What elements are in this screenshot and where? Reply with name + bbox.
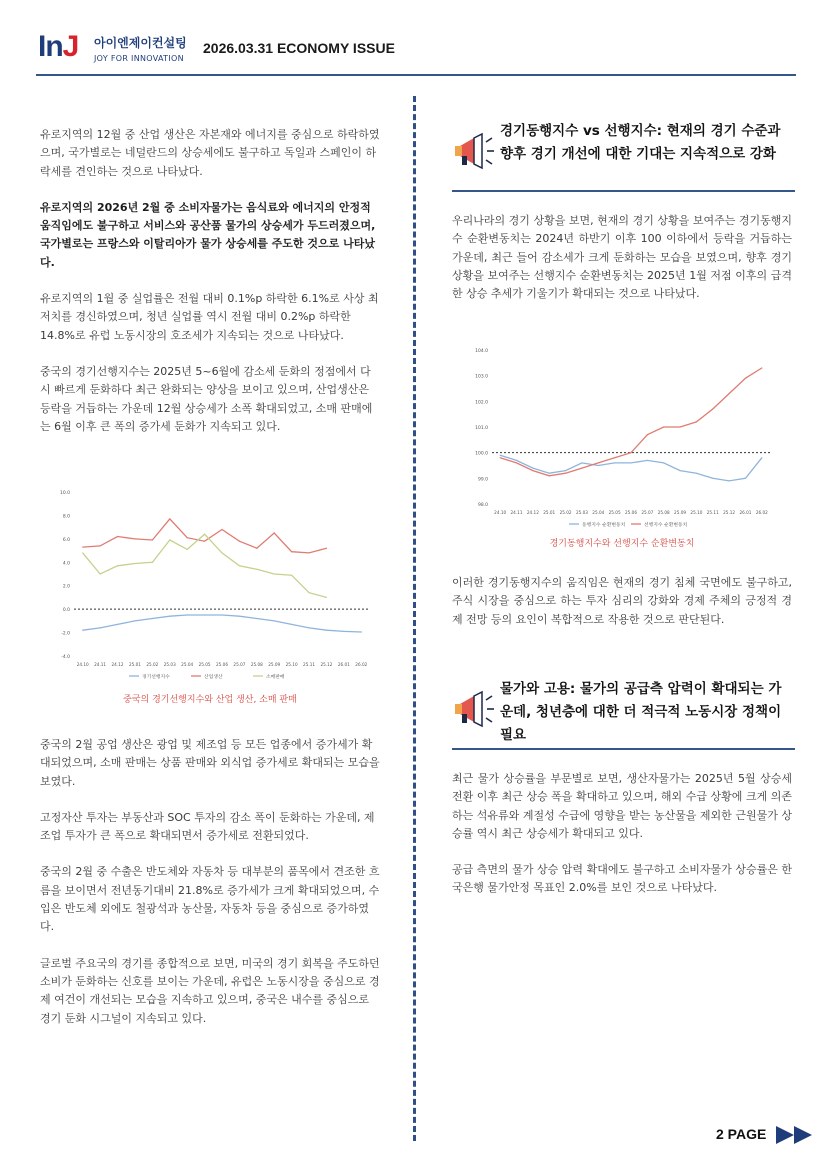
x-tick-label: 25.07: [641, 510, 654, 515]
paragraph-cpi-target: 공급 측면의 물가 상승 압력 확대에도 불구하고 소비자물가 상승률은 한국은행 물가안정 목표인 2.0%를 보인 것으로 나타났다.: [452, 863, 792, 895]
data-point: [630, 452, 631, 453]
data-point: [100, 573, 101, 574]
y-tick-label: 2.0: [62, 584, 70, 590]
x-tick-label: 25.05: [198, 662, 211, 667]
data-point: [134, 620, 135, 621]
data-point: [134, 538, 135, 539]
data-point: [500, 457, 501, 458]
data-point: [729, 393, 730, 394]
data-point: [581, 467, 582, 468]
data-point: [187, 614, 188, 615]
paragraph-china-leading-index: 중국의 경기선행지수는 2025년 5~6월에 감소세 둔화의 정점에서 다시 빠르게 둔화하다 최근 완화되는 양상을 보이고 있으며, 산업생산은 등락을 거듭하는 가운데 12월 상승세가 소폭 확대되었고, 소매 판매에는 6월 이후 큰 폭의 증가세 둔화가 지속되고 있다.: [40, 364, 373, 433]
data-point: [117, 565, 118, 566]
data-point: [663, 426, 664, 427]
x-tick-label: 26.01: [739, 510, 752, 515]
header-rule: [36, 74, 796, 76]
x-tick-label: 25.09: [268, 662, 281, 667]
data-point: [326, 548, 327, 549]
x-tick-label: 25.11: [706, 510, 719, 515]
y-tick-label: 8.0: [62, 514, 70, 520]
data-point: [679, 470, 680, 471]
x-tick-label: 25.03: [163, 662, 176, 667]
paragraph-korea-coincident: 우리나라의 경기 상황을 보면, 현재의 경기 상황을 보여주는 경기동행지수 순환변동치는 2024년 하반기 이후 100 이하에서 등락을 거듭하는 가운데, 최근 들어 감소세가 크게 둔화하는 모습을 보였으며, 향후 경기 상황을 보여주는 선행지수 순환변동치는 2025년 1월 저점 이후의 급격한 상승 추세가 기울기가 확대되는 것으로 나타났다.: [452, 214, 792, 301]
data-point: [598, 462, 599, 463]
data-point: [291, 624, 292, 625]
section-rule-2: [452, 748, 795, 750]
section-rule-1: [452, 190, 795, 192]
data-point: [274, 532, 275, 533]
page-header: [38, 28, 798, 78]
y-tick-label: 100.0: [475, 451, 488, 457]
data-point: [614, 462, 615, 463]
data-point: [117, 624, 118, 625]
legend-label: 동행지수 순환변동치: [582, 523, 626, 528]
data-point: [630, 462, 631, 463]
data-point: [256, 569, 257, 570]
series-line-1: [83, 615, 362, 632]
data-point: [152, 618, 153, 619]
y-tick-label: 4.0: [62, 561, 70, 567]
data-point: [343, 631, 344, 632]
legend-label: 산업생산: [204, 675, 223, 680]
x-tick-label: 25.11: [303, 662, 316, 667]
paragraph-china-exports: 중국의 2월 중 수출은 반도체와 자동차 등 대부분의 품목에서 견조한 흐름을 보이면서 전년동기대비 21.8%로 증가세가 크게 확대되었으며, 수입은 반도체 외에도 철광석과 농산물, 자동차 등을 중심으로 증가하였다.: [40, 865, 380, 934]
data-point: [712, 478, 713, 479]
page-number: 2 PAGE: [716, 1126, 767, 1142]
x-tick-label: 26.02: [355, 662, 368, 667]
data-point: [326, 630, 327, 631]
data-point: [82, 546, 83, 547]
x-tick-label: 25.05: [608, 510, 621, 515]
right-column-section2: [452, 770, 792, 898]
legend-label: 선행지수 순환변동치: [644, 523, 688, 528]
data-point: [565, 470, 566, 471]
data-point: [712, 408, 713, 409]
data-point: [221, 529, 222, 530]
section-title-2: 물가와 고용: 물가의 공급측 압력이 확대되는 가운데, 청년층에 대한 더 적극적 노동시장 정책이 필요: [500, 681, 782, 743]
y-tick-label: 6.0: [62, 537, 70, 543]
x-tick-label: 25.04: [592, 510, 605, 515]
left-column-lower: [40, 736, 380, 1028]
y-tick-label: 10.0: [59, 491, 70, 496]
data-point: [100, 627, 101, 628]
megaphone-icon: [452, 132, 496, 172]
data-point: [134, 563, 135, 564]
data-point: [696, 473, 697, 474]
data-point: [256, 618, 257, 619]
data-point: [308, 552, 309, 553]
data-point: [239, 616, 240, 617]
x-tick-label: 24.10: [76, 662, 89, 667]
data-point: [549, 475, 550, 476]
korea-cycle-chart: [452, 340, 792, 555]
data-point: [729, 480, 730, 481]
paragraph-coincident-interpretation: 이러한 경기동행지수의 움직임은 현재의 경기 침체 국면에도 불구하고, 주식 시장을 중심으로 하는 투자 심리의 강화와 경제 주체의 긍정적 경제 전망 등의 요인이 복합적으로 작용한 것으로 판단된다.: [452, 576, 792, 626]
korea-cycle-svg: [452, 340, 792, 530]
data-point: [169, 539, 170, 540]
x-tick-label: 25.08: [250, 662, 263, 667]
paragraph-euro-unemployment: 유로지역의 1월 중 실업률은 전월 대비 0.1%p 하락한 6.1%로 사상 최저치를 경신하였으며, 청년 실업률 역시 전월 대비 0.2%p 하락한 14.8%로 유럽 노동시장의 호조세가 지속되는 것으로 나타났다.: [40, 292, 379, 342]
right-column-section1-end: [452, 574, 792, 629]
x-tick-label: 24.10: [494, 510, 507, 515]
data-point: [532, 467, 533, 468]
data-point: [169, 518, 170, 519]
data-point: [82, 552, 83, 553]
y-tick-label: 101.0: [475, 426, 488, 431]
data-point: [291, 575, 292, 576]
y-tick-label: -4.0: [61, 655, 70, 660]
x-tick-label: 25.09: [674, 510, 687, 515]
legend-label: 경기선행지수: [142, 675, 170, 680]
y-tick-label: 103.0: [475, 374, 488, 380]
data-point: [221, 614, 222, 615]
data-point: [647, 434, 648, 435]
x-tick-label: 24.12: [526, 510, 539, 515]
paragraph-china-feb-industry: 중국의 2월 공업 생산은 광업 및 제조업 등 모든 업종에서 증가세가 확대되었으며, 소매 판매는 상품 판매와 외식업 증가세로 확대되는 모습을 보였다.: [40, 738, 380, 788]
x-tick-label: 24.11: [94, 662, 107, 667]
series-line-1: [500, 455, 762, 481]
data-point: [82, 630, 83, 631]
chart-caption-china: 중국의 경기선행지수와 산업 생산, 소매 판매: [123, 695, 297, 705]
china-indicators-svg: [40, 478, 380, 688]
data-point: [204, 541, 205, 542]
data-point: [100, 545, 101, 546]
data-point: [187, 537, 188, 538]
x-tick-label: 25.04: [181, 662, 194, 667]
series-line-2: [500, 368, 762, 476]
data-point: [745, 478, 746, 479]
data-point: [565, 473, 566, 474]
x-tick-label: 25.07: [233, 662, 246, 667]
data-point: [274, 620, 275, 621]
data-point: [187, 549, 188, 550]
x-tick-label: 25.01: [128, 662, 141, 667]
data-point: [761, 457, 762, 458]
china-indicators-chart: [40, 478, 380, 718]
data-point: [239, 541, 240, 542]
paragraph-euro-cpi: 유로지역의 2026년 2월 중 소비자물가는 음식료와 에너지의 안정적 움직임에도 불구하고 서비스와 공산품 물가의 상승세가 두드러졌으며, 국가별로는 프랑스와 이탈리아가 물가 상승세를 주도한 것으로 나타났다.: [40, 200, 376, 269]
y-tick-label: 102.0: [475, 400, 488, 406]
x-tick-label: 25.02: [146, 662, 159, 667]
data-point: [221, 552, 222, 553]
x-tick-label: 25.08: [657, 510, 670, 515]
data-point: [647, 460, 648, 461]
data-point: [581, 462, 582, 463]
data-point: [239, 565, 240, 566]
data-point: [549, 473, 550, 474]
y-tick-label: 99.0: [477, 477, 488, 483]
paragraph-global-summary: 글로벌 주요국의 경기를 종합적으로 보면, 미국의 경기 회복을 주도하던 소비가 둔화하는 신호를 보이는 가운데, 유럽은 노동시장을 중심으로 경제 여건이 개선되는 모습을 지속하고 있으며, 중국은 내수를 중심으로 경기 둔화 시그널이 지속되고 있다.: [40, 956, 380, 1025]
section-title-1: 경기동행지수 vs 선행지수: 현재의 경기 수준과 향후 경기 개선에 대한 기대는 지속적으로 강화: [500, 123, 781, 162]
x-tick-label: 26.02: [755, 510, 768, 515]
data-point: [679, 426, 680, 427]
data-point: [308, 592, 309, 593]
paragraph-fixed-investment: 고정자산 투자는 부동산과 SOC 투자의 감소 폭이 둔화하는 가운데, 제조업 투자가 큰 폭으로 확대되면서 증가세로 전환되었다.: [40, 810, 375, 843]
data-point: [152, 562, 153, 563]
data-point: [204, 614, 205, 615]
x-tick-label: 26.01: [337, 662, 350, 667]
data-point: [169, 616, 170, 617]
data-point: [745, 378, 746, 379]
data-point: [117, 536, 118, 537]
data-point: [532, 470, 533, 471]
y-tick-label: 98.0: [477, 503, 488, 508]
x-tick-label: 24.11: [510, 510, 523, 515]
data-point: [291, 551, 292, 552]
x-tick-label: 25.12: [723, 510, 736, 515]
issue-title: 2026.03.31 ECONOMY ISSUE: [203, 40, 395, 56]
data-point: [361, 631, 362, 632]
y-tick-label: -2.0: [61, 631, 70, 637]
data-point: [614, 457, 615, 458]
y-tick-label: 0.0: [62, 608, 70, 614]
data-point: [663, 462, 664, 463]
x-tick-label: 24.12: [111, 662, 124, 667]
data-point: [256, 548, 257, 549]
data-point: [516, 462, 517, 463]
left-column: [40, 126, 380, 436]
y-tick-label: 104.0: [475, 349, 488, 354]
data-point: [308, 627, 309, 628]
series-line-3: [83, 534, 327, 597]
x-tick-label: 25.12: [320, 662, 333, 667]
data-point: [326, 597, 327, 598]
x-tick-label: 25.06: [216, 662, 228, 667]
chart-caption-korea: 경기동행지수와 선행지수 순환변동치: [549, 539, 695, 549]
megaphone-icon: [452, 690, 496, 730]
x-tick-label: 25.03: [575, 510, 588, 515]
section-heading-coincident-leading: [452, 120, 795, 192]
section-heading-prices-employment: [452, 678, 795, 750]
series-line-2: [83, 519, 327, 553]
logo-korean-text: 아이엔제이컨설팅: [94, 36, 187, 50]
legend-label: 소매판매: [266, 675, 285, 680]
data-point: [516, 460, 517, 461]
logo-tagline: JOY FOR INNOVATION: [94, 54, 184, 63]
x-tick-label: 25.01: [543, 510, 556, 515]
next-arrows-icon: [776, 1124, 816, 1146]
column-divider: [413, 96, 416, 1141]
paragraph-price-breakdown: 최근 물가 상승률을 부문별로 보면, 생산자물가는 2025년 5월 상승세 전환 이후 최근 상승 폭을 확대하고 있으며, 해외 수급 상황에 크게 의존하는 석유류와 계절성 수급에 영향을 받는 농산물을 제외한 근원물가 상승률 역시 최근 상승세가 확대되고 있다.: [452, 772, 792, 840]
company-logo: [38, 32, 198, 72]
data-point: [274, 573, 275, 574]
x-tick-label: 25.02: [559, 510, 572, 515]
right-column-section1: [452, 212, 792, 303]
data-point: [500, 455, 501, 456]
data-point: [204, 534, 205, 535]
x-tick-label: 25.10: [690, 510, 703, 515]
paragraph-euro-industry: 유로지역의 12월 중 산업 생산은 자본재와 에너지를 중심으로 하락하였으며, 국가별로는 네덜란드의 상승세에도 불구하고 독일과 스페인이 하락세를 견인하는 것으로 나타났다.: [40, 128, 380, 178]
data-point: [152, 539, 153, 540]
x-tick-label: 25.10: [285, 662, 298, 667]
data-point: [761, 367, 762, 368]
data-point: [598, 465, 599, 466]
logo-mark: InJ: [38, 30, 79, 63]
x-tick-label: 25.06: [625, 510, 637, 515]
data-point: [696, 421, 697, 422]
